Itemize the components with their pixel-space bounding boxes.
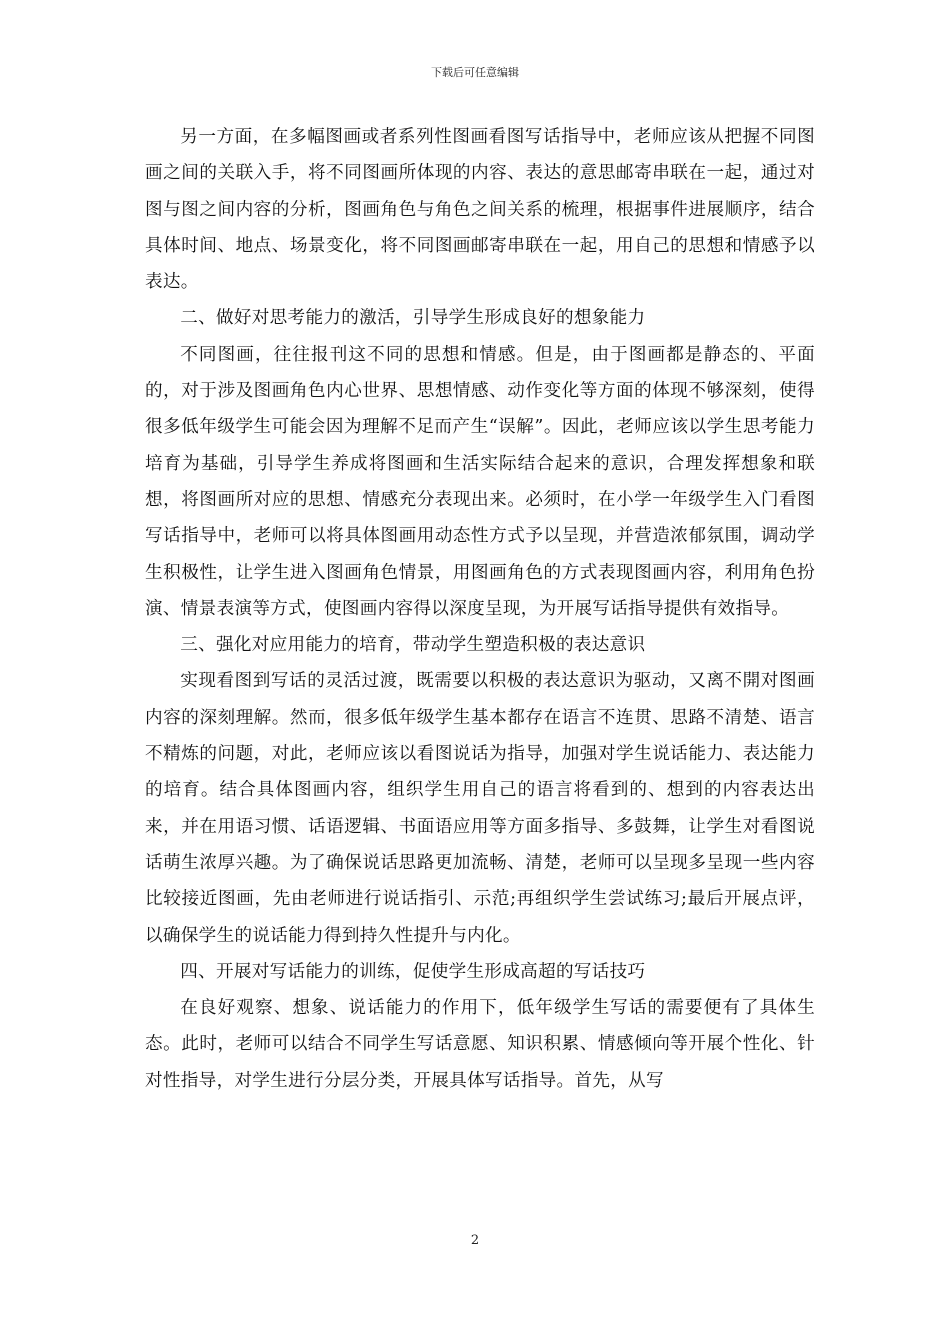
- page-number: 2: [470, 1233, 480, 1248]
- paragraph-2: 不同图画，往往报刊这不同的思想和情感。但是，由于图画都是静态的、平面的，对于涉及图画角色内心世界、思想情感、动作变化等方面的体现不够深刻，使得很多低年级学生可能会因为理解不足而产生“误解”。因此，老师应该以学生思考能力培育为基础，引导学生养成将图画和生活实际结合起来的意识，合理发挥想象和联想，将图画所对应的思想、情感充分表现出来。必须时，在小学一年级学生入门看图写话指导中，老师可以将具体图画用动态性方式予以呈现，并营造浓郁氛围，调动学生积极性，让学生进入图画角色情景，用图画角色的方式表现图画内容，利用角色扮演、情景表演等方式，使图画内容得以深度呈现，为开展写话指导提供有效指导。: [145, 344, 815, 619]
- section-heading-4: 四、开展对写话能力的训练，促使学生形成高超的写话技巧: [180, 961, 646, 982]
- section-heading-2: 二、做好对思考能力的激活，引导学生形成良好的想象能力: [180, 308, 646, 329]
- paragraph-1: 另一方面，在多幅图画或者系列性图画看图写话指导中，老师应该从把握不同图画之间的关联入手，将不同图画所体现的内容、表达的意思邮寄串联在一起，通过对图与图之间内容的分析，图画角色与角色之间关系的梳理，根据事件进展顺序，结合具体时间、地点、场景变化，将不同图画邮寄串联在一起，用自己的思想和情感予以表达。: [145, 127, 815, 293]
- section-heading-3: 三、强化对应用能力的培育，带动学生塑造积极的表达意识: [180, 635, 646, 656]
- page-header-note: 下载后可任意编辑: [431, 66, 519, 79]
- paragraph-3: 实现看图到写话的灵活过渡，既需要以积极的表达意识为驱动，又离不開对图画内容的深刻理解。然而，很多低年级学生基本都存在语言不连贯、思路不清楚、语言不精炼的问题，对此，老师应该以看图说话为指导，加强对学生说话能力、表达能力的培育。结合具体图画内容，组织学生用自己的语言将看到的、想到的内容表达出来，并在用语习惯、话语逻辑、书面语应用等方面多指导、多鼓舞，让学生对看图说话萌生浓厚兴趣。为了确保说话思路更加流畅、清楚，老师可以呈现多呈现一些内容比较接近图画，先由老师进行说话指引、示范;再组织学生尝试练习;最后开展点评，以确保学生的说话能力得到持久性提升与内化。: [145, 671, 815, 946]
- document-body: [145, 119, 815, 1099]
- paragraph-4: 在良好观察、想象、说话能力的作用下，低年级学生写话的需要便有了具体生态。此时，老师可以结合不同学生写话意愿、知识积累、情感倾向等开展个性化、针对性指导，对学生进行分层分类，开展具体写话指导。首先，从写: [145, 998, 815, 1091]
